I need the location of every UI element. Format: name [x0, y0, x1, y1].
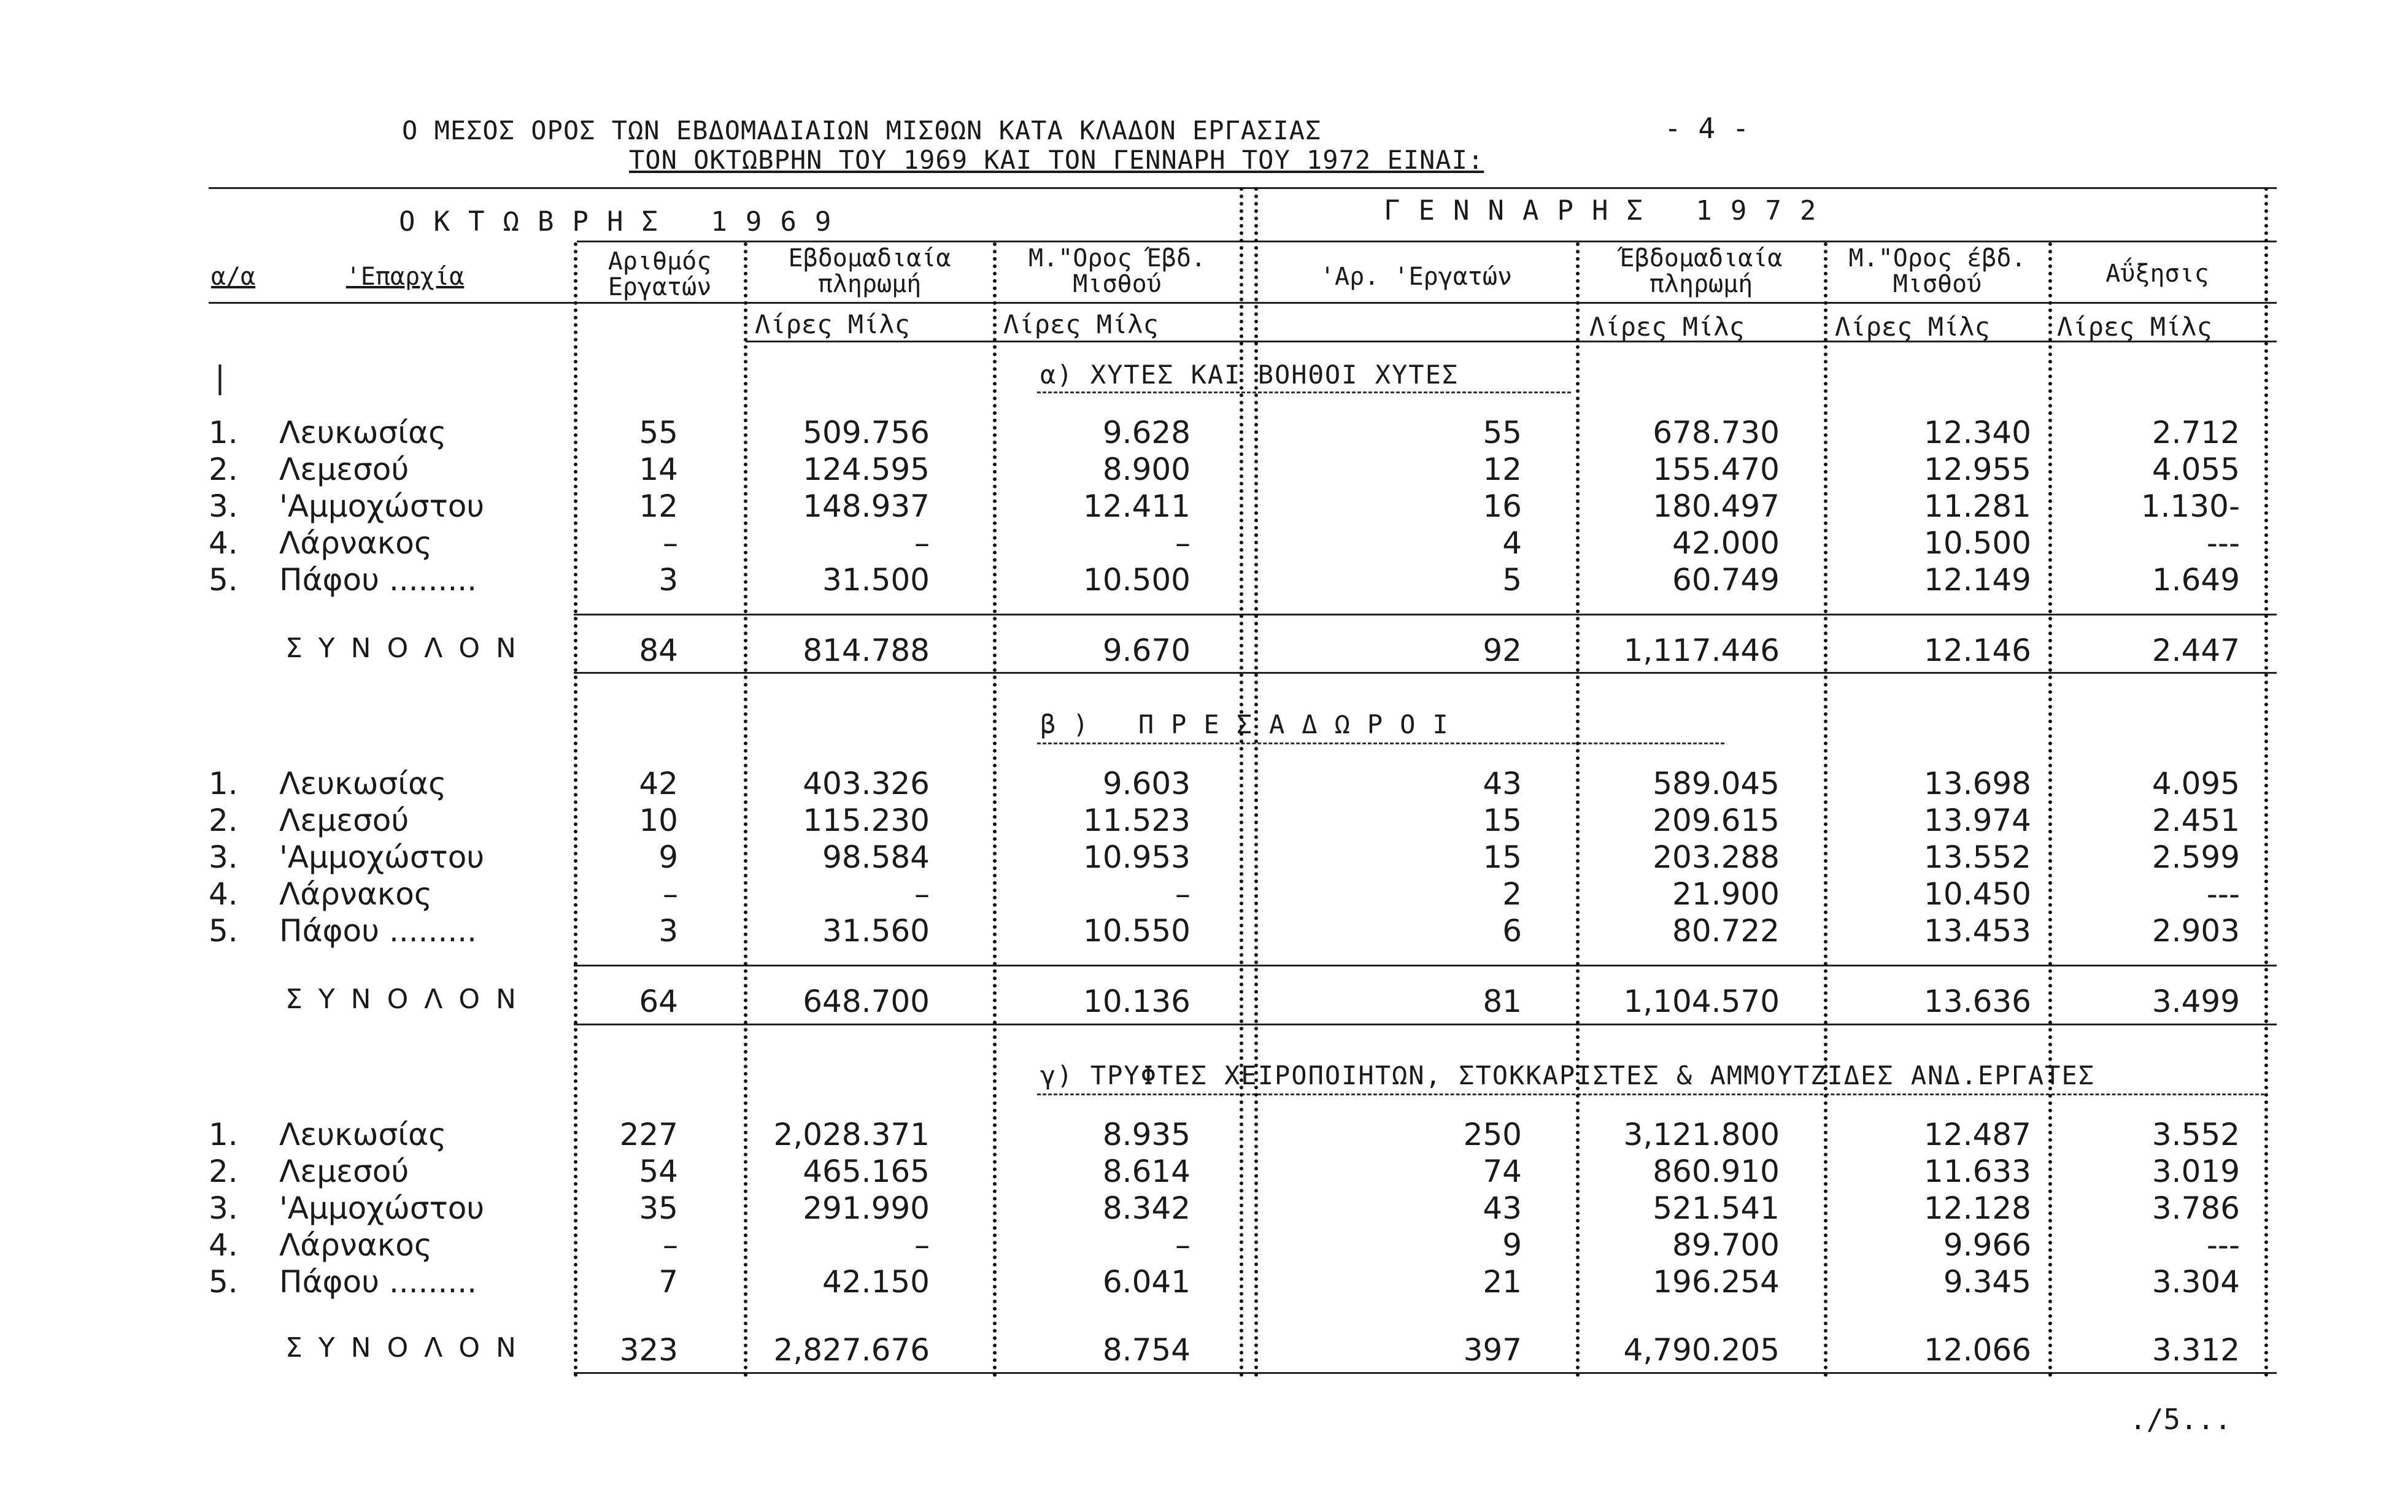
total-label: ΣΥΝΟΛΟΝ — [285, 984, 532, 1015]
district-cell: Λεμεσού — [279, 1154, 409, 1189]
increase-cell: 3.499 — [2151, 984, 2240, 1019]
workers-1969-cell: 227 — [619, 1117, 678, 1152]
page-number: - 4 - — [1664, 112, 1750, 145]
district-cell: Λάρνακος — [279, 525, 433, 561]
avg-1972-cell: 13.552 — [1924, 839, 2031, 875]
column-header-increase: Αΰξησις — [2105, 260, 2209, 288]
avg-1969-cell: 8.754 — [1102, 1332, 1190, 1368]
avg-1972-cell: 13.698 — [1924, 766, 2031, 801]
workers-1969-cell: – — [663, 876, 678, 912]
district-cell: Πάφου ......... — [279, 562, 477, 598]
avg-1972-cell: 12.146 — [1924, 633, 2031, 668]
row-number: 4. — [209, 1227, 238, 1263]
row-number: 3. — [209, 488, 238, 524]
district-cell: Λεμεσού — [279, 452, 409, 487]
increase-cell: 3.304 — [2151, 1264, 2240, 1300]
district-cell: Λευκωσίας — [279, 1117, 447, 1152]
wages-1969-cell: 814.788 — [803, 633, 930, 668]
increase-cell: 3.019 — [2151, 1154, 2240, 1189]
workers-1969-cell: 7 — [658, 1264, 678, 1300]
wages-1972-cell: 209.615 — [1653, 803, 1780, 838]
unit-label: Λίρες Μίλς — [1589, 312, 1745, 342]
increase-cell: 4.055 — [2151, 452, 2240, 487]
avg-1969-cell: – — [1175, 525, 1190, 561]
increase-cell: 4.095 — [2151, 766, 2240, 801]
wages-1972-cell: 80.722 — [1672, 913, 1780, 949]
total-bottom-rule-b — [574, 1024, 2277, 1025]
avg-1972-cell: 12.487 — [1924, 1117, 2031, 1152]
wages-1972-cell: 89.700 — [1672, 1227, 1780, 1263]
wages-1969-cell: 2,827.676 — [773, 1332, 930, 1368]
wages-1972-cell: 155.470 — [1653, 452, 1780, 487]
row-number: 2. — [209, 1154, 238, 1189]
district-cell: Λάρνακος — [279, 1227, 433, 1263]
wages-1972-cell: 21.900 — [1672, 876, 1780, 912]
row-number: 3. — [209, 839, 238, 875]
wages-1972-cell: 860.910 — [1653, 1154, 1780, 1189]
workers-1972-cell: 55 — [1483, 415, 1522, 450]
total-bottom-rule-a — [574, 672, 2277, 674]
wages-1972-cell: 678.730 — [1653, 415, 1780, 450]
district-cell: Λευκωσίας — [279, 766, 447, 801]
workers-1969-cell: 42 — [639, 766, 678, 801]
total-rule-b — [574, 965, 2277, 966]
workers-1969-cell: 55 — [639, 415, 678, 450]
avg-1969-cell: 6.041 — [1102, 1264, 1190, 1300]
row-number: 4. — [209, 876, 238, 912]
avg-1972-cell: 9.345 — [1943, 1264, 2031, 1300]
workers-1969-cell: – — [663, 525, 678, 561]
avg-1972-cell: 12.149 — [1924, 562, 2031, 598]
avg-1972-cell: 11.633 — [1924, 1154, 2031, 1189]
workers-1972-cell: 81 — [1483, 984, 1522, 1019]
wages-1972-cell: 42.000 — [1672, 525, 1780, 561]
section-title-b: β) ΠΡΕΣΑΔΩΡΟΙ — [1040, 709, 1465, 739]
wages-1972-cell: 203.288 — [1653, 839, 1780, 875]
row-number: 5. — [209, 562, 238, 598]
avg-1969-cell: 11.523 — [1083, 803, 1190, 838]
avg-1969-cell: 12.411 — [1083, 488, 1190, 524]
workers-1972-cell: 397 — [1463, 1332, 1522, 1368]
column-divider — [744, 242, 747, 1378]
avg-1969-cell: 8.900 — [1102, 452, 1190, 487]
period-rule — [577, 241, 2277, 242]
wages-1972-cell: 521.541 — [1653, 1190, 1780, 1226]
workers-1969-cell: 64 — [639, 984, 678, 1019]
column-header-number: α/α — [210, 263, 256, 291]
wages-1972-cell: 589.045 — [1653, 766, 1780, 801]
units-rule — [746, 341, 2277, 342]
column-header-avg-1972: Μ."Ορος έβδ. Μισθού — [1848, 244, 2026, 298]
workers-1969-cell: 323 — [619, 1332, 678, 1368]
workers-1972-cell: 2 — [1502, 876, 1522, 912]
margin-mark: | — [215, 360, 225, 395]
wages-1969-cell: 98.584 — [822, 839, 930, 875]
workers-1972-cell: 250 — [1463, 1117, 1522, 1152]
wages-1969-cell: 465.165 — [803, 1154, 930, 1189]
wages-1972-cell: 60.749 — [1672, 562, 1780, 598]
column-header-workers-1969: Αριθμός Εργατών — [608, 247, 712, 301]
increase-cell: 1.649 — [2151, 562, 2240, 598]
avg-1969-cell: 10.500 — [1083, 562, 1190, 598]
increase-cell: 3.552 — [2151, 1117, 2240, 1152]
workers-1972-cell: 12 — [1483, 452, 1522, 487]
wages-1969-cell: 148.937 — [803, 488, 930, 524]
district-cell: Λεμεσού — [279, 803, 409, 838]
row-number: 1. — [209, 415, 238, 450]
workers-1969-cell: 14 — [639, 452, 678, 487]
row-number: 5. — [209, 1264, 238, 1300]
workers-1972-cell: 43 — [1483, 766, 1522, 801]
avg-1972-cell: 10.450 — [1924, 876, 2031, 912]
unit-label: Λίρες Μίλς — [2057, 312, 2212, 342]
avg-1969-cell: 9.628 — [1102, 415, 1190, 450]
table-right-border — [2264, 187, 2268, 1378]
workers-1969-cell: – — [663, 1227, 678, 1263]
avg-1972-cell: 11.281 — [1924, 488, 2031, 524]
avg-1969-cell: 10.550 — [1083, 913, 1190, 949]
column-divider — [2048, 242, 2052, 1378]
column-header-district: 'Επαρχία — [345, 263, 465, 291]
wages-1969-cell: 291.990 — [803, 1190, 930, 1226]
total-label: ΣΥΝΟΛΟΝ — [285, 1332, 532, 1364]
avg-1972-cell: 13.636 — [1924, 984, 2031, 1019]
avg-1972-cell: 13.453 — [1924, 913, 2031, 949]
row-number: 5. — [209, 913, 238, 949]
period-header-1972: ΓΕΝΝΑΡΗΣ 1972 — [1384, 195, 1835, 226]
avg-1972-cell: 9.966 — [1943, 1227, 2031, 1263]
avg-1972-cell: 10.500 — [1924, 525, 2031, 561]
workers-1969-cell: 3 — [658, 913, 678, 949]
increase-cell: --- — [2206, 525, 2240, 561]
unit-label: Λίρες Μίλς — [755, 309, 910, 339]
continuation-mark: ./5... — [2129, 1403, 2232, 1436]
avg-1969-cell: – — [1175, 876, 1190, 912]
district-cell: Πάφου ......... — [279, 1264, 477, 1300]
avg-1969-cell: – — [1175, 1227, 1190, 1263]
avg-1969-cell: 8.614 — [1102, 1154, 1190, 1189]
workers-1972-cell: 6 — [1502, 913, 1522, 949]
wages-1969-cell: 2,028.371 — [773, 1117, 930, 1152]
avg-1969-cell: 9.603 — [1102, 766, 1190, 801]
column-header-wages-1969: Εβδομαδιαία πληρωμή — [788, 244, 951, 298]
increase-cell: --- — [2206, 1227, 2240, 1263]
column-header-workers-1972: 'Αρ. 'Εργατών — [1319, 263, 1513, 291]
avg-1969-cell: 10.953 — [1083, 839, 1190, 875]
district-cell: 'Αμμοχώστου — [279, 1190, 485, 1226]
workers-1969-cell: 84 — [639, 633, 678, 668]
increase-cell: 1.130- — [2140, 488, 2240, 524]
avg-1969-cell: 8.935 — [1102, 1117, 1190, 1152]
workers-1972-cell: 21 — [1483, 1264, 1522, 1300]
avg-1969-cell: 9.670 — [1102, 633, 1190, 668]
increase-cell: 2.451 — [2151, 803, 2240, 838]
unit-label: Λίρες Μίλς — [1835, 312, 1990, 342]
workers-1969-cell: 3 — [658, 562, 678, 598]
increase-cell: 2.599 — [2151, 839, 2240, 875]
column-divider — [574, 242, 577, 1378]
section-underline-a — [1037, 392, 1571, 393]
workers-1972-cell: 15 — [1483, 839, 1522, 875]
workers-1972-cell: 16 — [1483, 488, 1522, 524]
column-header-avg-1969: Μ."Ορος Έβδ. Μισθού — [1028, 244, 1206, 298]
avg-1972-cell: 12.955 — [1924, 452, 2031, 487]
district-cell: 'Αμμοχώστου — [279, 488, 485, 524]
row-number: 2. — [209, 803, 238, 838]
row-number: 1. — [209, 766, 238, 801]
avg-1972-cell: 12.128 — [1924, 1190, 2031, 1226]
wages-1969-cell: 403.326 — [803, 766, 930, 801]
district-cell: Πάφου ......... — [279, 913, 477, 949]
section-title-a: α) ΧΥΤΕΣ ΚΑΙ ΒΟΗΘΟΙ ΧΥΤΕΣ — [1040, 360, 1459, 390]
wages-1972-cell: 1,104.570 — [1623, 984, 1780, 1019]
column-divider — [1576, 242, 1580, 1378]
document-title: Ο ΜΕΣΟΣ ΟΡΟΣ ΤΩΝ ΕΒΔΟΜΑΔΙΑΙΩΝ ΜΙΣΘΩΝ ΚΑΤΑ ΚΛΑΔΟΝ ΕΡΓΑΣΙΑΣ — [402, 115, 1322, 145]
workers-1969-cell: 10 — [639, 803, 678, 838]
row-number: 3. — [209, 1190, 238, 1226]
workers-1972-cell: 9 — [1502, 1227, 1522, 1263]
increase-cell: 2.712 — [2151, 415, 2240, 450]
wages-1969-cell: – — [914, 525, 930, 561]
avg-1972-cell: 13.974 — [1924, 803, 2031, 838]
increase-cell: --- — [2206, 876, 2240, 912]
avg-1969-cell: 8.342 — [1102, 1190, 1190, 1226]
workers-1969-cell: 35 — [639, 1190, 678, 1226]
workers-1972-cell: 4 — [1502, 525, 1522, 561]
row-number: 4. — [209, 525, 238, 561]
total-label: ΣΥΝΟΛΟΝ — [285, 633, 532, 664]
wages-1969-cell: 115.230 — [803, 803, 930, 838]
workers-1972-cell: 43 — [1483, 1190, 1522, 1226]
avg-1972-cell: 12.066 — [1924, 1332, 2031, 1368]
wages-1969-cell: 648.700 — [803, 984, 930, 1019]
wages-1969-cell: – — [914, 876, 930, 912]
wages-1972-cell: 3,121.800 — [1623, 1117, 1780, 1152]
workers-1969-cell: 9 — [658, 839, 678, 875]
wages-1969-cell: 509.756 — [803, 415, 930, 450]
wages-1969-cell: 31.560 — [822, 913, 930, 949]
workers-1972-cell: 74 — [1483, 1154, 1522, 1189]
increase-cell: 2.447 — [2151, 633, 2240, 668]
workers-1969-cell: 54 — [639, 1154, 678, 1189]
period-header-1969: ΟΚΤΩΒΡΗΣ 1969 — [399, 206, 850, 237]
section-underline-c — [1037, 1094, 2264, 1095]
column-divider — [1824, 242, 1827, 1378]
total-rule-a — [574, 614, 2277, 615]
workers-1969-cell: 12 — [639, 488, 678, 524]
workers-1972-cell: 5 — [1502, 562, 1522, 598]
total-bottom-rule-c — [574, 1372, 2277, 1374]
increase-cell: 2.903 — [2151, 913, 2240, 949]
wages-1972-cell: 196.254 — [1653, 1264, 1780, 1300]
section-title-c: γ) ΤΡΥΦΤΕΣ ΧΕΙΡΟΠΟΙΗΤΩΝ, ΣΤΟΚΚΑΡΙΣΤΕΣ & ΑΜΜΟΥΤΖΙΔΕΣ ΑΝΔ.ΕΡΓΑΤΕΣ — [1040, 1060, 2096, 1090]
wages-1972-cell: 4,790.205 — [1623, 1332, 1780, 1368]
wages-1969-cell: 124.595 — [803, 452, 930, 487]
avg-1969-cell: 10.136 — [1083, 984, 1190, 1019]
row-number: 2. — [209, 452, 238, 487]
wages-1969-cell: 42.150 — [822, 1264, 930, 1300]
increase-cell: 3.312 — [2151, 1332, 2240, 1368]
workers-1972-cell: 92 — [1483, 633, 1522, 668]
document-subtitle: ΤΟΝ ΟΚΤΩΒΡΗΝ ΤΟΥ 1969 ΚΑΙ ΤΟΝ ΓΕΝΝΑΡΗ ΤΟΥ 1972 ΕΙΝΑΙ: — [629, 145, 1484, 175]
avg-1972-cell: 12.340 — [1924, 415, 2031, 450]
column-header-wages-1972: Έβδομαδιαία πληρωμή — [1619, 244, 1783, 298]
row-number: 1. — [209, 1117, 238, 1152]
wages-1972-cell: 180.497 — [1653, 488, 1780, 524]
column-divider — [993, 242, 997, 1378]
increase-cell: 3.786 — [2151, 1190, 2240, 1226]
workers-1972-cell: 15 — [1483, 803, 1522, 838]
district-cell: Λάρνακος — [279, 876, 433, 912]
wages-1969-cell: 31.500 — [822, 562, 930, 598]
district-cell: 'Αμμοχώστου — [279, 839, 485, 875]
district-cell: Λευκωσίας — [279, 415, 447, 450]
wages-1972-cell: 1,117.446 — [1623, 633, 1780, 668]
wages-1969-cell: – — [914, 1227, 930, 1263]
unit-label: Λίρες Μίλς — [1003, 309, 1159, 339]
section-underline-b — [1037, 742, 1724, 744]
